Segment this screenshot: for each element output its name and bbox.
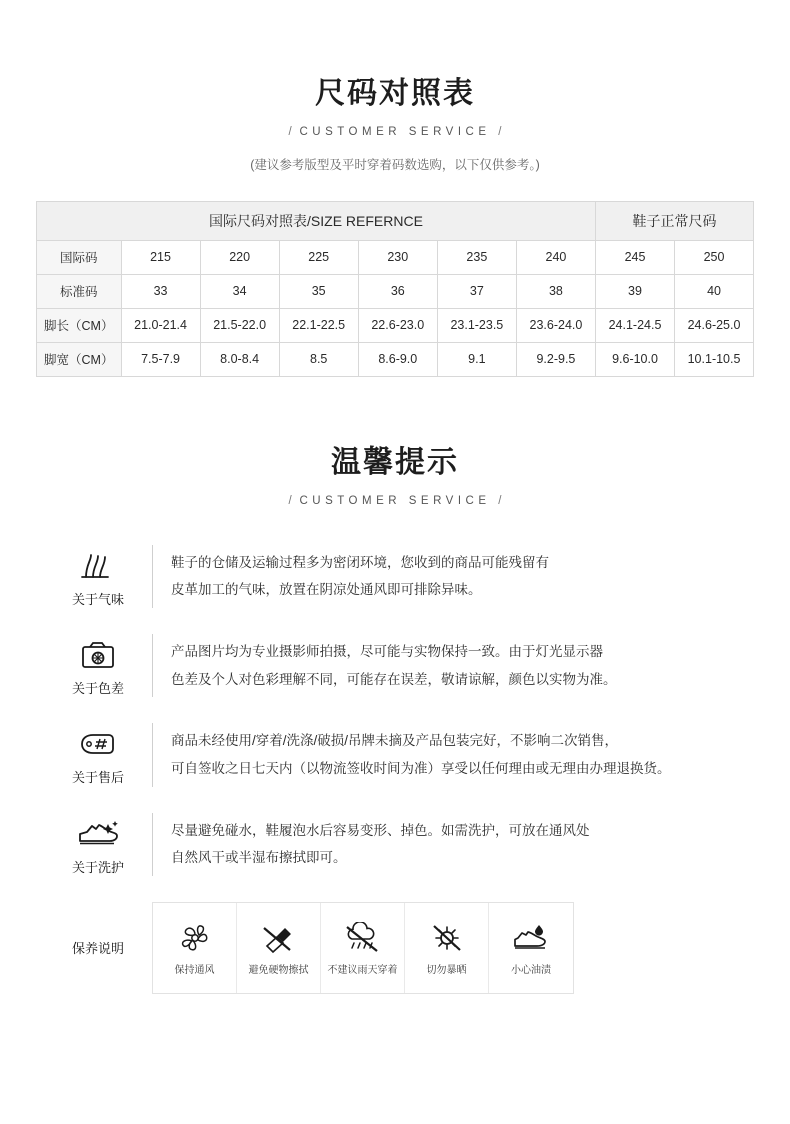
row-label: 国际码 (37, 240, 121, 274)
tip-label: 关于色差 (71, 680, 124, 696)
cell: 33 (121, 274, 200, 308)
cell: 9.2-9.5 (516, 342, 595, 376)
cell: 34 (200, 274, 279, 308)
cell: 230 (358, 240, 437, 274)
tip-text (152, 723, 671, 786)
tip-icon-column (44, 545, 152, 608)
cell: 215 (121, 240, 200, 274)
tip-label: 关于售后 (71, 770, 124, 786)
cell: 10.1-10.5 (675, 342, 753, 376)
cell: 21.0-21.4 (121, 308, 200, 342)
cell: 220 (200, 240, 279, 274)
cell: 24.6-25.0 (675, 308, 753, 342)
row-label: 脚长（CM） (37, 308, 121, 342)
no-hard-scrub-icon (259, 920, 299, 954)
tip-icon-column (44, 723, 152, 786)
tip-line-2: 自然风干或半湿布擦拭即可。 (171, 850, 347, 866)
table-row (37, 274, 753, 308)
tip-item-after-sales (44, 723, 746, 786)
cell: 40 (675, 274, 753, 308)
cell: 23.6-24.0 (516, 308, 595, 342)
tip-icon-column (44, 813, 152, 876)
tip-line-1: 产品图片均为专业摄影师拍摄，尽可能与实物保持一致。由于灯光显示器 (171, 643, 603, 659)
tip-line-1: 尽量避免碰水，鞋履泡水后容易变形、掉色。如需洗护，可放在通风处 (171, 822, 590, 838)
cell: 37 (437, 274, 516, 308)
tips-section (0, 437, 790, 507)
size-chart-note: (建议参考版型及平时穿着码数选购，以下仅供参考。) (250, 158, 540, 172)
care-instructions-row (44, 902, 746, 994)
tips-subtitle (0, 495, 790, 507)
cell: 9.1 (437, 342, 516, 376)
cell: 8.5 (279, 342, 358, 376)
care-text: 不建议雨天穿着 (327, 964, 398, 976)
tips-subtitle-text: CUSTOMER SERVICE (299, 494, 491, 507)
size-chart-subtitle-text: CUSTOMER SERVICE (299, 126, 491, 138)
care-text: 保持通风 (174, 964, 215, 976)
no-rain-icon (342, 920, 384, 954)
cell: 23.1-23.5 (437, 308, 516, 342)
care-cell-no-rain (321, 903, 405, 993)
size-chart-subtitle (0, 126, 790, 138)
tip-item-smell (44, 545, 746, 608)
care-text: 小心油渍 (511, 964, 551, 976)
row-label: 标准码 (37, 274, 121, 308)
cell: 36 (358, 274, 437, 308)
tip-line-2: 可自签收之日七天内（以物流签收时间为准）享受以任何理由或无理由办理退换货。 (171, 760, 671, 776)
table-row (37, 342, 753, 376)
camera-icon (44, 638, 152, 672)
cell: 225 (279, 240, 358, 274)
size-table (37, 202, 753, 377)
wash-shoe-icon (44, 817, 152, 851)
cell: 22.1-22.5 (279, 308, 358, 342)
tip-line-2: 色差及个人对色彩理解不同，可能存在误差，敬请谅解，颜色以实物为准。 (171, 671, 617, 687)
slash-left: / (288, 126, 292, 138)
no-sun-icon (427, 920, 467, 954)
cell: 245 (595, 240, 674, 274)
tip-item-wash-care (44, 813, 746, 876)
cell: 7.5-7.9 (121, 342, 200, 376)
cell: 24.1-24.5 (595, 308, 674, 342)
page-title: 尺码对照表 (315, 77, 475, 110)
care-text: 避免硬物擦拭 (248, 964, 309, 976)
slash-right: / (498, 126, 502, 138)
cell: 250 (675, 240, 753, 274)
tip-line-1: 商品未经使用/穿着/洗涤/破损/吊牌未摘及产品包装完好，不影响二次销售， (171, 733, 619, 749)
care-cell-no-hard-scrub (237, 903, 321, 993)
table-row (37, 308, 753, 342)
cell: 35 (279, 274, 358, 308)
table-header-main: 国际尺码对照表/SIZE REFERNCE (37, 202, 595, 240)
cell: 8.0-8.4 (200, 342, 279, 376)
tips-title: 温馨提示 (331, 445, 459, 479)
care-cell-no-sun (405, 903, 489, 993)
care-cell-ventilation (153, 903, 237, 993)
smell-icon (44, 549, 152, 583)
size-table-wrapper (36, 201, 754, 377)
cell: 235 (437, 240, 516, 274)
tip-item-color (44, 634, 746, 697)
tip-label: 关于洗护 (71, 859, 124, 875)
table-header-row (37, 202, 753, 240)
size-chart-section (0, 0, 790, 173)
slash-left: / (288, 494, 292, 507)
care-label: 保养说明 (71, 941, 124, 957)
tip-line-2: 皮革加工的气味，放置在阴凉处通风即可排除异味。 (171, 582, 482, 598)
tag-icon (44, 727, 152, 761)
slash-right: / (498, 494, 502, 507)
cell: 240 (516, 240, 595, 274)
cell: 8.6-9.0 (358, 342, 437, 376)
care-icon-panel (152, 902, 574, 994)
tip-text (152, 813, 590, 876)
cell: 21.5-22.0 (200, 308, 279, 342)
tip-icon-column (44, 634, 152, 697)
ventilation-icon (175, 920, 215, 954)
cell: 9.6-10.0 (595, 342, 674, 376)
tip-text (152, 634, 617, 697)
oil-stain-icon (509, 920, 553, 954)
table-row (37, 240, 753, 274)
cell: 38 (516, 274, 595, 308)
cell: 22.6-23.0 (358, 308, 437, 342)
tip-line-1: 鞋子的仓储及运输过程多为密闭环境，您收到的商品可能残留有 (171, 554, 549, 570)
row-label: 脚宽（CM） (37, 342, 121, 376)
cell: 39 (595, 274, 674, 308)
tip-label: 关于气味 (71, 591, 124, 607)
care-text: 切勿暴晒 (426, 964, 467, 976)
tips-list (44, 545, 746, 876)
care-cell-oil-stain (489, 903, 573, 993)
tip-text (152, 545, 549, 608)
table-header-right: 鞋子正常尺码 (595, 202, 753, 240)
